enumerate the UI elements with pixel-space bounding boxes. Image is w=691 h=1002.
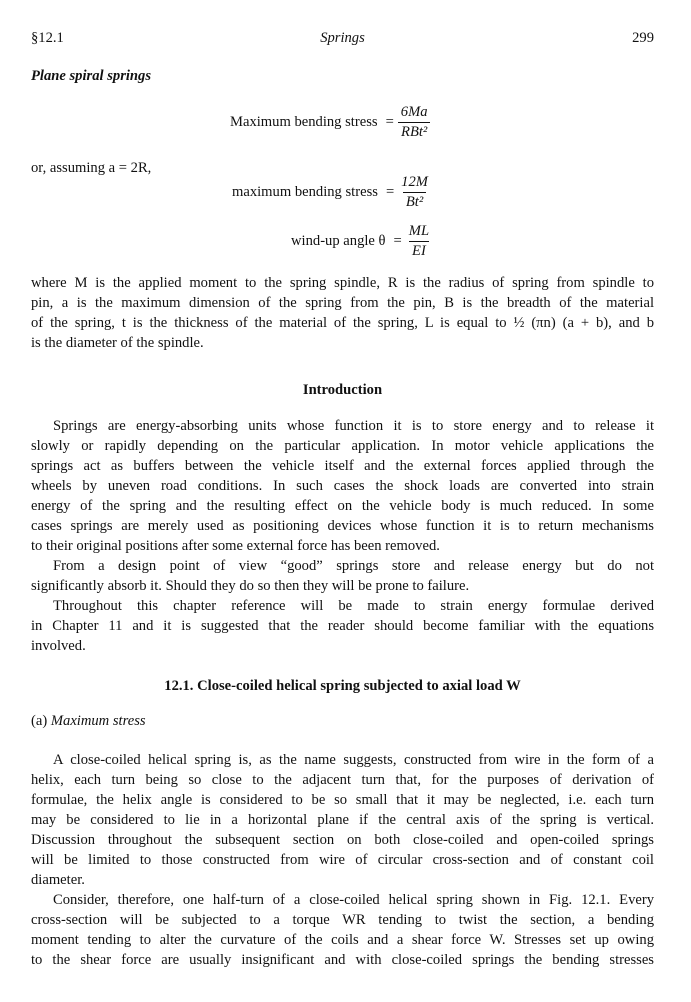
page-number: 299: [632, 30, 654, 46]
text-line: formulae, the helix angle is considered to be so small that it may be neglected, i.e. each turn: [31, 792, 654, 808]
equation-wind-up-angle: [291, 222, 432, 261]
subheading: Plane spiral springs: [31, 68, 152, 84]
introduction-paragraph-3: [31, 596, 654, 656]
equals-sign: =: [393, 233, 402, 249]
text-line: cross-section will be subjected to a torque WR tending to twist the section, a bending: [31, 912, 654, 928]
fraction-numerator: 12M: [401, 174, 428, 190]
equation-label: wind-up angle θ: [291, 233, 386, 249]
running-title: Springs: [320, 30, 365, 46]
text-line: cases springs are merely used as positioning devices whose function it is to return mechanisms: [31, 518, 654, 534]
text-line: slowly or rapidly depending on the particular application. In motor vehicle applications the: [31, 438, 654, 454]
text-line: to their original positions after some external force has been removed.: [31, 538, 440, 554]
section-heading-12-1: 12.1. Close-coiled helical spring subjected to axial load W: [164, 678, 521, 694]
fraction-numerator: 6Ma: [400, 104, 428, 120]
text-line: will be limited to those constructed from wire of circular cross-section and of constant coil: [31, 852, 654, 868]
text-line: helix, each turn being so close to the adjacent turn that, for the purposes of derivation of: [31, 772, 654, 788]
text-line: energy of the spring and the resulting effect on the vehicle body is much reduced. In some: [31, 498, 654, 514]
text-line: pin, a is the maximum dimension of the spring from the pin, B is the breadth of the material: [31, 295, 654, 311]
text-line: moment tending to alter the curvature of the coils and a shear force W. Stresses set up owing: [31, 932, 654, 948]
text-line: where M is the applied moment to the spring spindle, R is the radius of spring from spindle to: [31, 275, 654, 291]
text-line: Throughout this chapter reference will be made to strain energy formulae derived: [53, 598, 654, 614]
text-line: may be considered to lie in a horizontal plane if the central axis of the spring is vertical.: [31, 812, 654, 828]
text-line: in Chapter 11 and it is suggested that the reader should become familiar with the equations: [31, 618, 654, 634]
fraction: [398, 173, 431, 212]
introduction-heading: Introduction: [302, 382, 383, 398]
text-line: significantly absorb it. Should they do so then they will be prone to failure.: [31, 578, 470, 594]
book-page: [31, 0, 654, 1002]
text-line: From a design point of view “good” springs store and release energy but do not: [53, 558, 654, 574]
text-line: Discussion throughout the subsequent section on both close-coiled and open-coiled springs: [31, 832, 654, 848]
subsection-marker: (a): [31, 713, 48, 729]
text-line: involved.: [31, 638, 86, 654]
introduction-paragraph-1: [31, 416, 654, 556]
equation-condition: or, assuming a = 2R,: [31, 160, 152, 176]
introduction-paragraph-2: [31, 556, 654, 596]
text-line: Springs are energy-absorbing units whose function it is to store energy and to release it: [53, 418, 654, 434]
page-header: [31, 28, 654, 48]
text-line: to the shear force are usually insignificant and with close-coiled springs the bending stresses: [31, 952, 654, 968]
equals-sign: =: [385, 184, 395, 200]
equals-sign: =: [385, 114, 394, 130]
equation-max-bending-stress: [230, 103, 431, 142]
section-number: §12.1: [31, 30, 64, 46]
text-line: A close-coiled helical spring is, as the name suggests, constructed from wire in the form of a: [53, 752, 654, 768]
text-line: Consider, therefore, one half-turn of a close-coiled helical spring shown in Fig. 12.1. Every: [53, 892, 654, 908]
section-paragraph-1: [31, 750, 654, 890]
equation-label: maximum bending stress: [232, 184, 378, 200]
fraction: [398, 103, 431, 142]
equation-max-bending-stress-simplified: [232, 173, 431, 212]
fraction-denominator: Bt²: [403, 192, 426, 212]
text-line: springs act as buffers between the vehicle itself and the external forces applied through the: [31, 458, 654, 474]
text-line: wheels by uneven road conditions. In such cases the shock loads are converted into strain: [31, 478, 654, 494]
subsection-title: Maximum stress: [50, 713, 146, 729]
text-line: diameter.: [31, 872, 85, 888]
text-line: is the diameter of the spindle.: [31, 335, 204, 351]
section-paragraph-2: [31, 890, 654, 970]
text-line: of the spring, t is the thickness of the material of the spring, L is equal to ½ (πn) (a + b), and b: [31, 315, 654, 331]
equation-label: Maximum bending stress: [230, 114, 378, 130]
fraction-denominator: EI: [409, 241, 429, 261]
fraction: [406, 222, 432, 261]
definitions-paragraph: [31, 273, 654, 353]
subsection-heading: [31, 711, 146, 732]
fraction-denominator: RBt²: [398, 122, 430, 142]
fraction-numerator: ML: [408, 223, 430, 239]
